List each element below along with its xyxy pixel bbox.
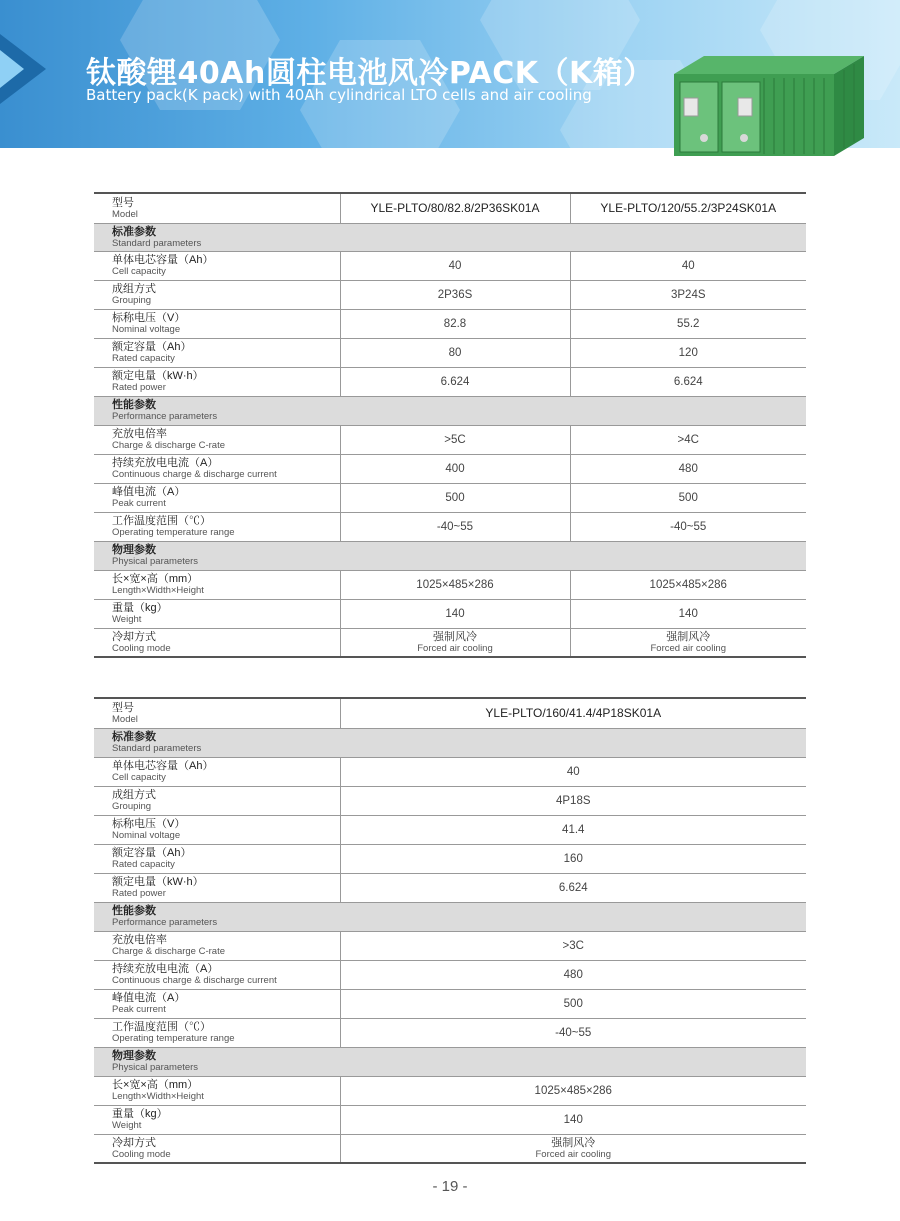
table-cell: 1025×485×286 bbox=[340, 570, 570, 599]
section-row: 标准参数 Standard parameters bbox=[94, 728, 806, 757]
table-row: 单体电芯容量（Ah） Cell capacity 40 bbox=[94, 757, 806, 786]
spec-table-1 bbox=[94, 192, 806, 658]
table-cell: 500 bbox=[340, 483, 570, 512]
model-row bbox=[94, 193, 806, 223]
table-cell: 500 bbox=[340, 989, 806, 1018]
model-label: 型号 Model bbox=[94, 698, 340, 728]
table-cell: 140 bbox=[570, 599, 806, 628]
table-cell: 2P36S bbox=[340, 280, 570, 309]
table-cell: 120 bbox=[570, 338, 806, 367]
section-row: 性能参数 Performance parameters bbox=[94, 396, 806, 425]
table-cell: 40 bbox=[340, 251, 570, 280]
table-row: 重量（kg） Weight 140 bbox=[94, 1105, 806, 1134]
table-cell: -40~55 bbox=[340, 1018, 806, 1047]
table-row: 峰值电流（A） Peak current 500 500 bbox=[94, 483, 806, 512]
table-row: 标称电压（V） Nominal voltage 82.8 55.2 bbox=[94, 309, 806, 338]
table-row: 峰值电流（A） Peak current 500 bbox=[94, 989, 806, 1018]
model-name: YLE-PLTO/120/55.2/3P24SK01A bbox=[570, 193, 806, 223]
table-cell: 强制风冷 Forced air cooling bbox=[340, 1134, 806, 1163]
table-cell: 3P24S bbox=[570, 280, 806, 309]
table-cell: 41.4 bbox=[340, 815, 806, 844]
section-row: 物理参数 Physical parameters bbox=[94, 541, 806, 570]
table-row: 额定容量（Ah） Rated capacity 160 bbox=[94, 844, 806, 873]
table-cell: -40~55 bbox=[570, 512, 806, 541]
table-row: 冷却方式 Cooling mode 强制风冷 Forced air cooling bbox=[94, 1134, 806, 1163]
page-title: 钛酸锂40Ah圆柱电池风冷PACK（K箱） bbox=[86, 56, 654, 91]
model-row bbox=[94, 698, 806, 728]
table-row: 长×宽×高（mm） Length×Width×Height 1025×485×286 bbox=[94, 1076, 806, 1105]
table-cell: 160 bbox=[340, 844, 806, 873]
table-cell: 480 bbox=[570, 454, 806, 483]
section-row: 标准参数 Standard parameters bbox=[94, 223, 806, 251]
table-row: 充放电倍率 Charge & discharge C-rate >5C >4C bbox=[94, 425, 806, 454]
table-cell: 40 bbox=[340, 757, 806, 786]
table-cell: 55.2 bbox=[570, 309, 806, 338]
table-cell: -40~55 bbox=[340, 512, 570, 541]
spec-table-2 bbox=[94, 697, 806, 1164]
section-row: 性能参数 Performance parameters bbox=[94, 902, 806, 931]
table-row: 长×宽×高（mm） Length×Width×Height 1025×485×286 1025×485×286 bbox=[94, 570, 806, 599]
table-row: 工作温度范围（℃） Operating temperature range -40~55 -40~55 bbox=[94, 512, 806, 541]
table-row: 持续充放电电流（A） Continuous charge & discharge current 400 480 bbox=[94, 454, 806, 483]
table-cell: 强制风冷 Forced air cooling bbox=[340, 628, 570, 657]
table-row: 充放电倍率 Charge & discharge C-rate >3C bbox=[94, 931, 806, 960]
table-row: 额定容量（Ah） Rated capacity 80 120 bbox=[94, 338, 806, 367]
table-cell: >5C bbox=[340, 425, 570, 454]
table-cell: 1025×485×286 bbox=[570, 570, 806, 599]
table-cell: >3C bbox=[340, 931, 806, 960]
table-cell: 82.8 bbox=[340, 309, 570, 338]
table-row: 成组方式 Grouping 4P18S bbox=[94, 786, 806, 815]
table-row: 重量（kg） Weight 140 140 bbox=[94, 599, 806, 628]
page-subtitle: Battery pack(K pack) with 40Ah cylindrical LTO cells and air cooling bbox=[86, 86, 592, 104]
table-row: 单体电芯容量（Ah） Cell capacity 40 40 bbox=[94, 251, 806, 280]
table-cell: 6.624 bbox=[340, 367, 570, 396]
table-row: 持续充放电电流（A） Continuous charge & discharge current 480 bbox=[94, 960, 806, 989]
table-cell: 80 bbox=[340, 338, 570, 367]
table-row: 标称电压（V） Nominal voltage 41.4 bbox=[94, 815, 806, 844]
table-row: 成组方式 Grouping 2P36S 3P24S bbox=[94, 280, 806, 309]
battery-pack-image bbox=[664, 48, 864, 166]
table-row: 工作温度范围（℃） Operating temperature range -40~55 bbox=[94, 1018, 806, 1047]
table-cell: 400 bbox=[340, 454, 570, 483]
table-cell: 140 bbox=[340, 599, 570, 628]
table-row: 冷却方式 Cooling mode 强制风冷 Forced air cooling 强制风冷 Forced air cooling bbox=[94, 628, 806, 657]
table-row: 额定电量（kW·h） Rated power 6.624 bbox=[94, 873, 806, 902]
table-cell: 6.624 bbox=[340, 873, 806, 902]
table-cell: 480 bbox=[340, 960, 806, 989]
table-cell: >4C bbox=[570, 425, 806, 454]
table-cell: 6.624 bbox=[570, 367, 806, 396]
table-cell: 140 bbox=[340, 1105, 806, 1134]
table-cell: 40 bbox=[570, 251, 806, 280]
page-number: - 19 - bbox=[432, 1178, 468, 1195]
table-cell: 500 bbox=[570, 483, 806, 512]
table-cell: 1025×485×286 bbox=[340, 1076, 806, 1105]
model-name: YLE-PLTO/160/41.4/4P18SK01A bbox=[340, 698, 806, 728]
section-row: 物理参数 Physical parameters bbox=[94, 1047, 806, 1076]
model-name: YLE-PLTO/80/82.8/2P36SK01A bbox=[340, 193, 570, 223]
table-cell: 4P18S bbox=[340, 786, 806, 815]
table-row: 额定电量（kW·h） Rated power 6.624 6.624 bbox=[94, 367, 806, 396]
model-label: 型号 Model bbox=[94, 193, 340, 223]
table-cell: 强制风冷 Forced air cooling bbox=[570, 628, 806, 657]
